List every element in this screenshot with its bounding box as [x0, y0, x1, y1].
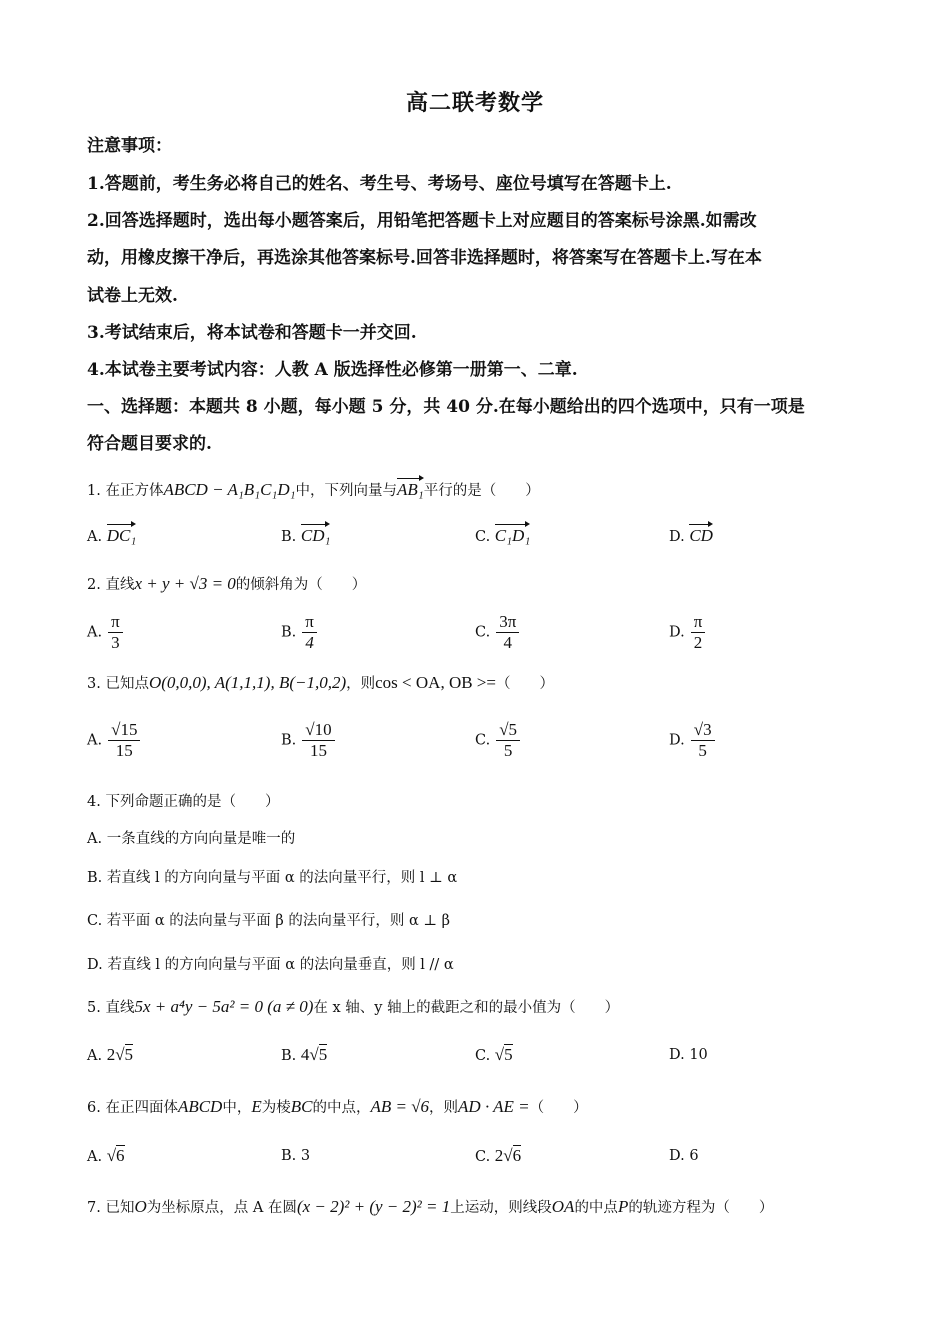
q1-option-b: B. CD₁ — [281, 522, 330, 546]
question-6: 6. 在正四面体ABCD中，E为棱BC的中点，AB = √6，则AD · AE =（ ） — [87, 1097, 588, 1116]
section-heading: 一、选择题：本题共 8 小题，每小题 5 分，共 40 分.在每小题给出的四个选项中，只有一项是 — [87, 397, 805, 417]
question-5: 5. 直线5x + a⁴y − 5a² = 0 (a ≠ 0)在 x 轴、y 轴上的截距之和的最小值为（ ） — [87, 997, 620, 1016]
question-2: 2. 直线x + y + √3 = 0的倾斜角为（ ） — [87, 574, 367, 593]
q3-option-b: B. $\frac{√10}{15}$ — [281, 720, 335, 761]
q5-option-b: B. 4√5 — [281, 1045, 328, 1064]
q2-option-a: A. $\frac{\pi}{3}$ — [87, 612, 123, 653]
notice-line: 4.本试卷主要考试内容：人教 A 版选择性必修第一册第一、二章. — [87, 360, 578, 380]
q6-option-d: D. 6 — [669, 1148, 699, 1164]
question-7: 7. 已知O为坐标原点，点 A 在圆(x − 2)² + (y − 2)² = 1上运动，则线段OA的中点P的轨迹方程为（ ） — [87, 1197, 774, 1216]
question-1: 1. 在正方体ABCD − A₁B₁C₁D₁中，下列向量与AB₁平行的是（ ） — [87, 476, 540, 500]
q5-option-d: D. 10 — [669, 1047, 708, 1063]
notice-line: 动，用橡皮擦干净后，再选涂其他答案标号.回答非选择题时，将答案写在答题卡上.写在本 — [87, 248, 762, 268]
q1-option-c: C. C₁D₁ — [475, 522, 530, 546]
q3-option-a: A. $\frac{√15}{15}$ — [87, 720, 140, 761]
q1-option-a: A. DC₁ — [87, 522, 136, 546]
q4-option-c: C. 若平面 α 的法向量与平面 β 的法向量平行，则 α ⊥ β — [87, 913, 451, 929]
notice-line: 试卷上无效. — [87, 286, 178, 306]
q3-option-c: C. $\frac{√5}{5}$ — [475, 720, 520, 761]
q4-option-b: B. 若直线 l 的方向向量与平面 α 的法向量平行，则 l ⊥ α — [87, 870, 458, 886]
q5-option-c: C. √5 — [475, 1045, 513, 1064]
q6-option-c: C. 2√6 — [475, 1146, 522, 1165]
notice-line: 2.回答选择题时，选出每小题答案后，用铅笔把答题卡上对应题目的答案标号涂黑.如需改 — [87, 211, 757, 231]
q2-option-c: C. $\frac{3\pi}{4}$ — [475, 612, 519, 653]
page-title: 高二联考数学 — [405, 90, 544, 116]
q4-option-a: A. 一条直线的方向向量是唯一的 — [87, 831, 296, 847]
q6-option-a: A. √6 — [87, 1146, 125, 1165]
q3-option-d: D. $\frac{√3}{5}$ — [669, 720, 715, 761]
section-heading: 符合题目要求的. — [87, 434, 212, 454]
q2-option-d: D. $\frac{\pi}{2}$ — [669, 612, 705, 653]
question-4: 4. 下列命题正确的是（ ） — [87, 794, 280, 810]
notice-heading: 注意事项： — [87, 136, 172, 156]
q4-option-d: D. 若直线 l 的方向向量与平面 α 的法向量垂直，则 l // α — [87, 957, 454, 973]
q6-option-b: B. 3 — [281, 1148, 311, 1164]
notice-line: 3.考试结束后，将本试卷和答题卡一并交回. — [87, 323, 417, 343]
q2-option-b: B. $\frac{\pi}{4}$ — [281, 612, 317, 653]
question-3: 3. 已知点O(0,0,0), A(1,1,1), B(−1,0,2)，则cos < OA, OB >=（ ） — [87, 673, 554, 692]
q5-option-a: A. 2√5 — [87, 1045, 134, 1064]
q1-option-d: D. CD — [669, 522, 713, 546]
notice-line: 1.答题前，考生务必将自己的姓名、考生号、考场号、座位号填写在答题卡上. — [87, 174, 672, 194]
